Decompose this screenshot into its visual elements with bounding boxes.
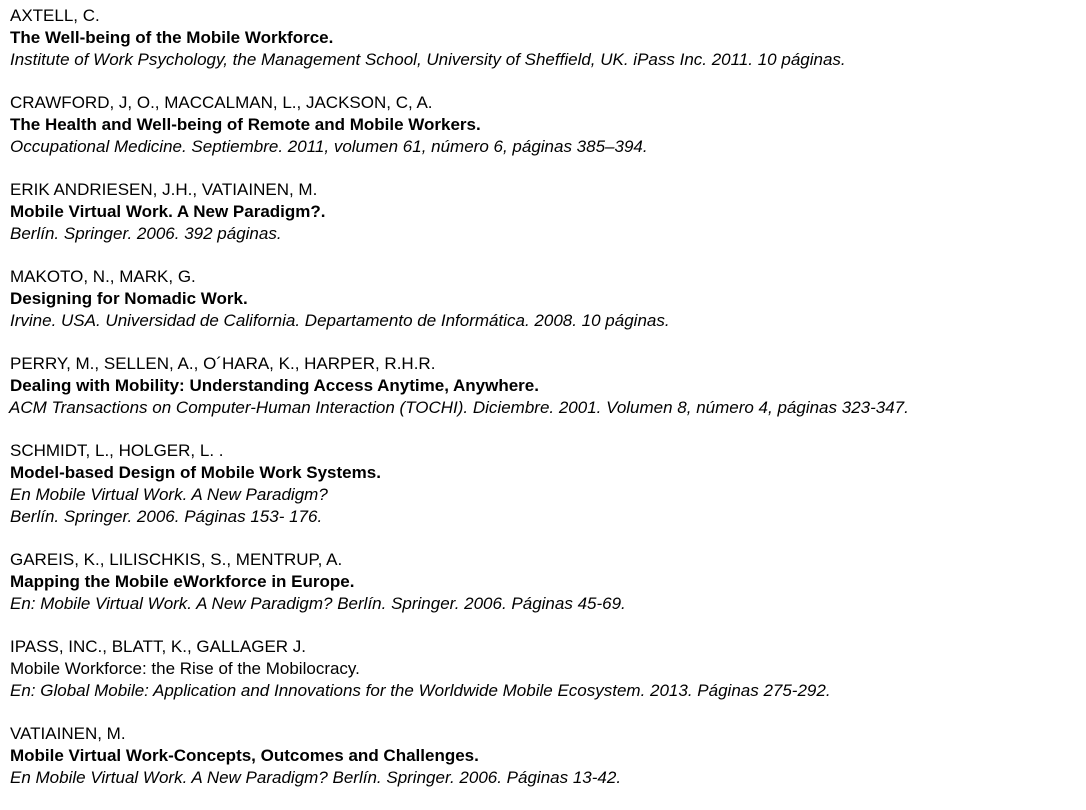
reference-entry [10,636,1080,702]
reference-list [10,5,1080,810]
reference-title: Mobile Virtual Work. A New Paradigm?. [10,202,326,221]
reference-entry [10,353,1080,419]
reference-title: Mobile Virtual Work-Concepts, Outcomes and Challenges. [10,746,479,765]
reference-authors: AXTELL, C. [10,6,100,25]
reference-title: Dealing with Mobility: Understanding Access Anytime, Anywhere. [10,376,539,395]
reference-source: ACM Transactions on Computer-Human Interaction (TOCHI). Diciembre. 2001. Volumen 8, número 4, páginas 323-347. [9,398,909,417]
reference-source: Irvine. USA. Universidad de California. Departamento de Informática. 2008. 10 páginas. [10,311,670,330]
reference-source: Berlín. Springer. 2006. Páginas 153- 176. [10,507,323,526]
reference-title: The Health and Well-being of Remote and Mobile Workers. [10,115,481,134]
reference-title: Mapping the Mobile eWorkforce in Europe. [10,572,355,591]
reference-authors: IPASS, INC., BLATT, K., GALLAGER J. [10,637,307,656]
reference-authors: MAKOTO, N., MARK, G. [10,267,196,286]
reference-authors: PERRY, M., SELLEN, A., O´HARA, K., HARPER, R.H.R. [10,354,436,373]
reference-entry [10,92,1080,158]
reference-title: Mobile Workforce: the Rise of the Mobilocracy. [10,659,360,678]
reference-source: En: Global Mobile: Application and Innovations for the Worldwide Mobile Ecosystem. 2013. Páginas 275-292. [10,681,831,700]
reference-entry [10,266,1080,332]
reference-authors: SCHMIDT, L., HOLGER, L. . [10,441,224,460]
reference-source: En Mobile Virtual Work. A New Paradigm? [10,485,328,504]
reference-entry [10,723,1080,789]
reference-source: En: Mobile Virtual Work. A New Paradigm? Berlín. Springer. 2006. Páginas 45-69. [10,594,626,613]
reference-title: Designing for Nomadic Work. [10,289,248,308]
reference-entry [10,440,1080,528]
reference-title: The Well-being of the Mobile Workforce. [10,28,334,47]
reference-source: Institute of Work Psychology, the Management School, University of Sheffield, UK. iPass Inc. 2011. 10 páginas. [10,50,846,69]
reference-authors: VATIAINEN, M. [10,724,126,743]
reference-source: Occupational Medicine. Septiembre. 2011, volumen 61, número 6, páginas 385–394. [10,137,648,156]
reference-entry [10,179,1080,245]
reference-entry [10,5,1080,71]
reference-title: Model-based Design of Mobile Work Systems. [10,463,381,482]
reference-authors: GAREIS, K., LILISCHKIS, S., MENTRUP, A. [10,550,343,569]
reference-source: Berlín. Springer. 2006. 392 páginas. [10,224,282,243]
reference-entry [10,549,1080,615]
reference-source: En Mobile Virtual Work. A New Paradigm? Berlín. Springer. 2006. Páginas 13-42. [10,768,622,787]
reference-authors: CRAWFORD, J, O., MACCALMAN, L., JACKSON, C, A. [10,93,433,112]
reference-authors: ERIK ANDRIESEN, J.H., VATIAINEN, M. [10,180,318,199]
